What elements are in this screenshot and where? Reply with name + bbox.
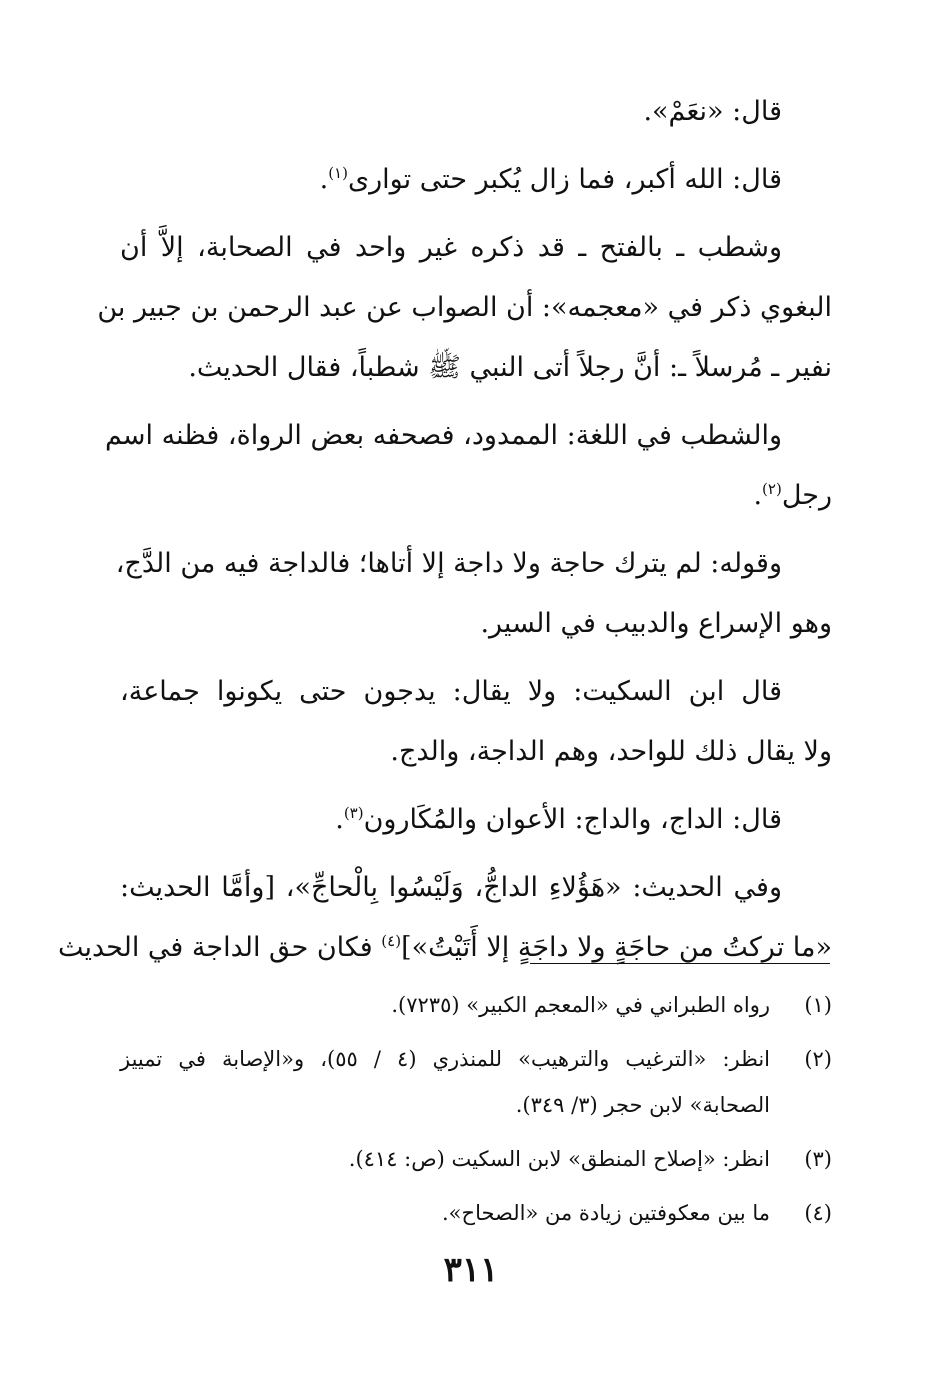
paragraph-line: والشطب في اللغة: الممدود، فصحفه بعض الرواة، فظنه اسم bbox=[104, 420, 782, 451]
paragraph-line: وقوله: لم يترك حاجة ولا داجة إلا أتاها؛ فالداجة فيه من الدَّج، bbox=[115, 548, 782, 579]
paragraph-7 bbox=[120, 790, 832, 850]
paragraph-line: رجل bbox=[781, 480, 832, 511]
paragraph-line: وهو الإسراع والدبيب في السير. bbox=[480, 608, 832, 639]
footnote-ref-4: (٤) bbox=[381, 932, 402, 950]
footnote-ref-1: (١) bbox=[328, 164, 348, 182]
paragraph-3 bbox=[97, 218, 832, 398]
paragraph-4 bbox=[104, 406, 832, 526]
footnote-number: (٣) bbox=[804, 1147, 832, 1171]
footnote-2 bbox=[120, 1036, 832, 1128]
paragraph-line: «ما تركتُ من حاجَةٍ ولا داجَةٍ إلا أَتَيْتُ»] bbox=[401, 932, 832, 963]
paragraph-1 bbox=[120, 82, 832, 142]
paragraph-line: قال ابن السكيت: ولا يقال: يدجون حتى يكونوا جماعة، bbox=[120, 676, 782, 707]
paragraph-5 bbox=[115, 534, 832, 654]
footnote-ref-3: (٣) bbox=[343, 804, 364, 822]
footnote-text: انظر: «إصلاح المنطق» لابن السكيت (ص: ٤١٤). bbox=[348, 1147, 770, 1171]
footnote-1 bbox=[120, 982, 832, 1028]
paragraph-line: البغوي ذكر في «معجمه»: أن الصواب عن عبد الرحمن بن جبير بن bbox=[97, 292, 832, 323]
footnote-text: رواه الطبراني في «المعجم الكبير» (٧٢٣٥). bbox=[391, 993, 770, 1017]
paragraph-end: . bbox=[319, 164, 329, 195]
paragraph-line: نفير ـ مُرسلاً ـ: أنَّ رجلاً أتى النبي ﷺ شطباً، فقال الحديث. bbox=[188, 352, 832, 383]
footnote-number: (٤) bbox=[804, 1201, 832, 1225]
footnotes bbox=[120, 982, 832, 1244]
footnote-3 bbox=[120, 1136, 832, 1182]
footnote-4 bbox=[120, 1190, 832, 1236]
paragraph-line: فكان حق الداجة في الحديث bbox=[57, 932, 382, 963]
page-number: ٣١١ bbox=[443, 1250, 499, 1290]
paragraph-text: قال: الله أكبر، فما زال يُكبر حتى توارى bbox=[347, 164, 782, 195]
paragraph-6 bbox=[120, 662, 832, 782]
paragraph-end: . bbox=[335, 804, 344, 835]
paragraph-text: قال: الداج، والداج: الأعوان والمُكَارون bbox=[363, 804, 782, 835]
footnote-text: ما بين معكوفتين زيادة من «الصحاح». bbox=[441, 1201, 770, 1225]
paragraph-line: ولا يقال ذلك للواحد، وهم الداجة، والدج. bbox=[390, 736, 832, 767]
paragraph-end: . bbox=[753, 480, 763, 511]
paragraph-line: وشطب ـ بالفتح ـ قد ذكره غير واحد في الصحابة، إلاَّ أن bbox=[120, 232, 782, 263]
footnote-number: (١) bbox=[804, 993, 832, 1017]
paragraph-8 bbox=[57, 858, 832, 978]
paragraph-2 bbox=[120, 150, 832, 210]
footnote-ref-2: (٢) bbox=[762, 480, 782, 498]
main-text bbox=[57, 82, 832, 986]
footnote-text: الصحابة» لابن حجر (٣/ ٣٤٩). bbox=[515, 1093, 770, 1117]
paragraph-line: وفي الحديث: «هَؤُلاءِ الداجُّ، وَلَيْسُوا بِالْحاجِّ»، [وأمَّا الحديث: bbox=[120, 872, 782, 903]
footnote-text: انظر: «الترغيب والترهيب» للمنذري (٤ / ٥٥)، و«الإصابة في تمييز bbox=[120, 1047, 771, 1071]
footnote-number: (٢) bbox=[804, 1047, 832, 1071]
paragraph-text: قال: «نعَمْ». bbox=[643, 96, 782, 127]
footnote-divider bbox=[530, 963, 830, 964]
